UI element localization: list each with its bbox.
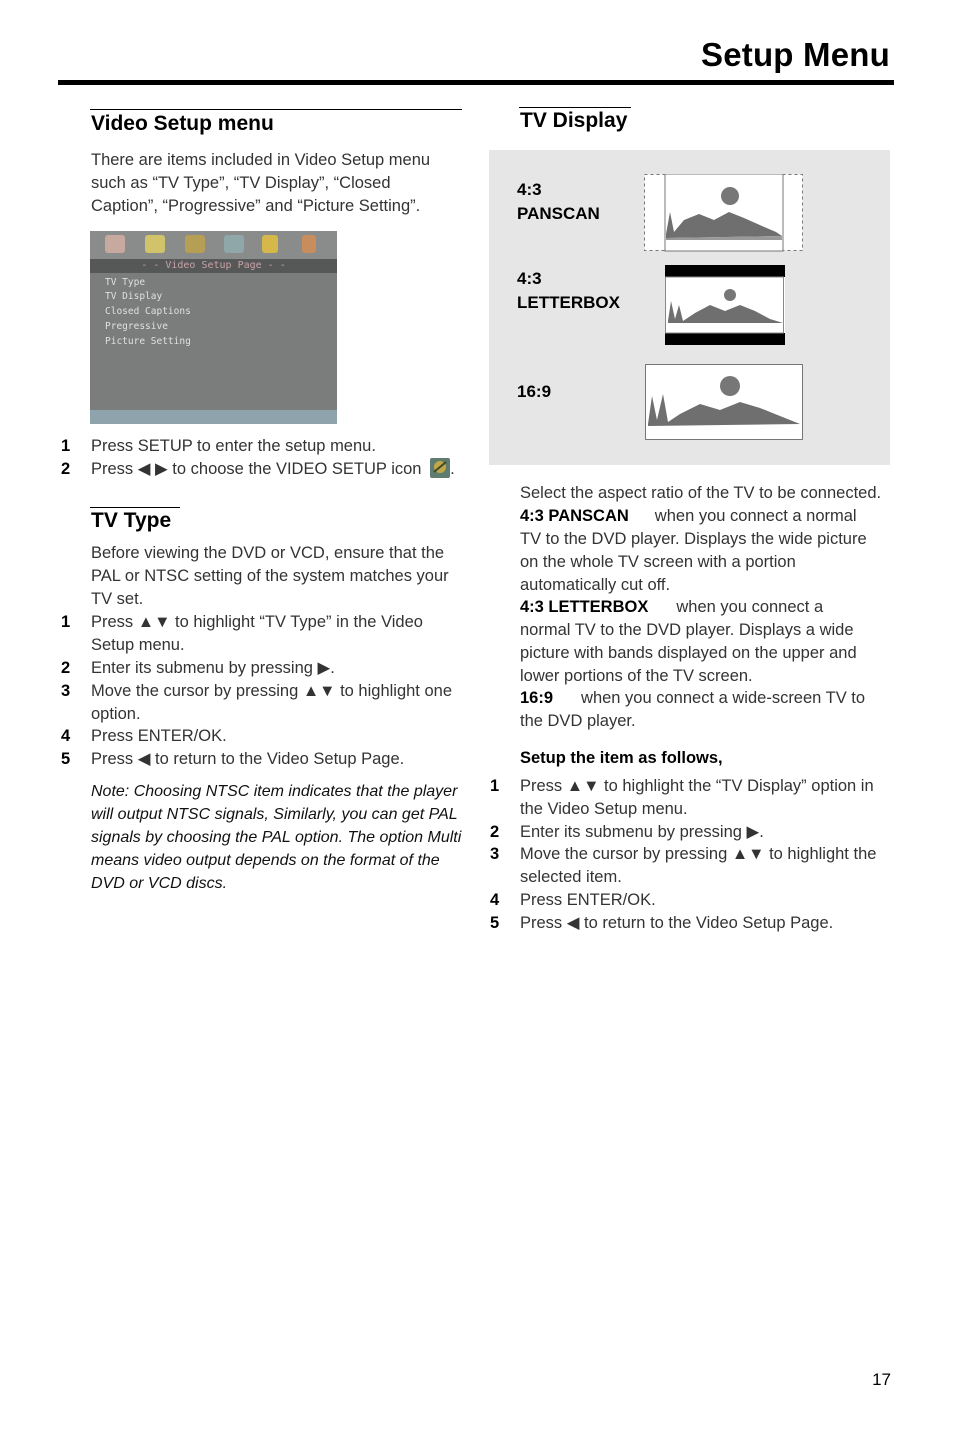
letterbox-illustration (665, 265, 785, 345)
text-line: PAL or NTSC setting of the system matches your (91, 567, 449, 585)
step-text (520, 843, 876, 889)
text-line: automatically cut off. (520, 576, 671, 594)
option-letterbox (520, 596, 892, 688)
text-line: when you connect a (676, 598, 824, 616)
step-number: 1 (61, 437, 71, 455)
step-text: Enter its submenu by pressing ▶. (520, 823, 764, 841)
panscan-illustration (644, 174, 804, 252)
step-number: 2 (61, 460, 71, 478)
tv-type-note (91, 780, 461, 895)
text-line: on the whole TV screen with a portion (520, 553, 796, 571)
osd-footer-bar (90, 410, 337, 424)
text-line: Note: Choosing NTSC item indicates that the player (91, 783, 458, 800)
video-setup-icon (185, 235, 205, 253)
option-label: 4:3 LETTERBOX (520, 598, 649, 616)
osd-item-tv-display: TV Display (105, 291, 163, 302)
step-number: 2 (490, 823, 500, 841)
text-line: Move the cursor by pressing ▲▼ to highlight one (91, 682, 453, 700)
text-line: There are items included in Video Setup menu (91, 151, 431, 169)
step-text (520, 775, 874, 821)
video-setup-screenshot (90, 231, 337, 424)
step-text (91, 680, 452, 726)
tv-type-intro (91, 542, 449, 611)
text-line: Press ▲▼ to highlight “TV Type” in the Video (91, 613, 423, 631)
step-text: Press ◀ to return to the Video Setup Page. (520, 914, 834, 932)
video-setup-heading: Video Setup menu (91, 112, 274, 135)
text-line: DVD or VCD discs. (91, 875, 228, 892)
option-panscan (520, 505, 892, 597)
osd-header: - - Video Setup Page - - (90, 259, 337, 273)
lock-icon (262, 235, 278, 253)
step-text: Press ENTER/OK. (91, 727, 227, 745)
letterbox-label (517, 267, 620, 315)
osd-icon-bar (90, 231, 337, 259)
text-line: lower portions of the TV screen. (520, 667, 753, 685)
step-number: 1 (61, 613, 71, 631)
step-text (91, 611, 423, 657)
video-setup-intro (91, 149, 430, 218)
text-line: the DVD player. (520, 712, 636, 730)
audio-setup-icon (145, 235, 165, 253)
text-line: PANSCAN (517, 204, 600, 223)
step-number: 3 (61, 682, 71, 700)
page-title: Setup Menu (701, 36, 890, 73)
step-number: 4 (61, 727, 71, 745)
step-number: 3 (490, 845, 500, 863)
general-setup-icon (105, 235, 125, 253)
step-text: Press ENTER/OK. (520, 891, 656, 909)
text-line: 16:9 (517, 382, 552, 401)
step-label: Press ◀ ▶ to choose the VIDEO SETUP icon (91, 460, 422, 478)
option-widescreen (520, 687, 892, 733)
option-label: 4:3 PANSCAN (520, 507, 629, 525)
widescreen-label (517, 380, 551, 404)
preference-icon (224, 235, 244, 253)
step-number: 5 (61, 750, 71, 768)
setup-subheading: Setup the item as follows, (520, 749, 723, 767)
text-line: TV set. (91, 590, 144, 608)
tv-type-heading: TV Type (91, 509, 172, 532)
step-text: Enter its submenu by pressing ▶. (91, 659, 335, 677)
step-number: 2 (61, 659, 71, 677)
section-rule (90, 109, 462, 110)
exit-icon (302, 235, 316, 253)
section-rule (90, 507, 180, 508)
tv-display-intro: Select the aspect ratio of the TV to be connected. (520, 484, 882, 502)
title-rule (58, 80, 894, 85)
step-text: Press SETUP to enter the setup menu. (91, 437, 376, 455)
text-line: picture with bands displayed on the upper and (520, 644, 857, 662)
osd-item-progressive: Pregressive (105, 321, 168, 332)
text-line: Caption”, “Progressive” and “Picture Setting”. (91, 197, 421, 215)
aspect-ratio-panel (489, 150, 890, 465)
text-line: normal TV to the DVD player. Displays a wide (520, 621, 854, 639)
text-line: Before viewing the DVD or VCD, ensure that the (91, 544, 445, 562)
text-line: Press ▲▼ to highlight the “TV Display” option in (520, 777, 874, 795)
text-line: when you connect a normal (654, 507, 857, 525)
section-rule (519, 107, 631, 108)
step-number: 1 (490, 777, 500, 795)
osd-item-picture-setting: Picture Setting (105, 336, 191, 347)
text-line: means video output depends on the format of the (91, 852, 440, 869)
tv-display-heading: TV Display (520, 109, 628, 132)
text-line: such as “TV Type”, “TV Display”, “Closed (91, 174, 391, 192)
step-number: 4 (490, 891, 500, 909)
text-line: the Video Setup menu. (520, 800, 688, 818)
widescreen-illustration (645, 364, 804, 441)
video-setup-icon (430, 458, 450, 478)
page-number: 17 (872, 1370, 891, 1389)
text-line: TV to the DVD player. Displays the wide picture (520, 530, 867, 548)
text-line: when you connect a wide-screen TV to (581, 689, 866, 707)
text-line: Move the cursor by pressing ▲▼ to highlight the (520, 845, 877, 863)
text-line: option. (91, 705, 141, 723)
step-number: 5 (490, 914, 500, 932)
text-line: Setup menu. (91, 636, 185, 654)
step-text: Press ◀ ▶ to choose the VIDEO SETUP icon . (91, 460, 455, 478)
text-line: selected item. (520, 868, 622, 886)
panscan-label (517, 178, 600, 226)
text-line: 4:3 (517, 269, 542, 288)
step-text: Press ◀ to return to the Video Setup Page. (91, 750, 405, 768)
text-line: 4:3 (517, 180, 542, 199)
text-line: signals by choosing the PAL option. The option Multi (91, 829, 462, 846)
text-line: will output NTSC signals, Similarly, you can get PAL (91, 806, 458, 823)
text-line: LETTERBOX (517, 293, 620, 312)
osd-item-tv-type: TV Type (105, 277, 146, 288)
option-label: 16:9 (520, 689, 554, 707)
osd-item-closed-captions: Closed Captions (105, 306, 191, 317)
